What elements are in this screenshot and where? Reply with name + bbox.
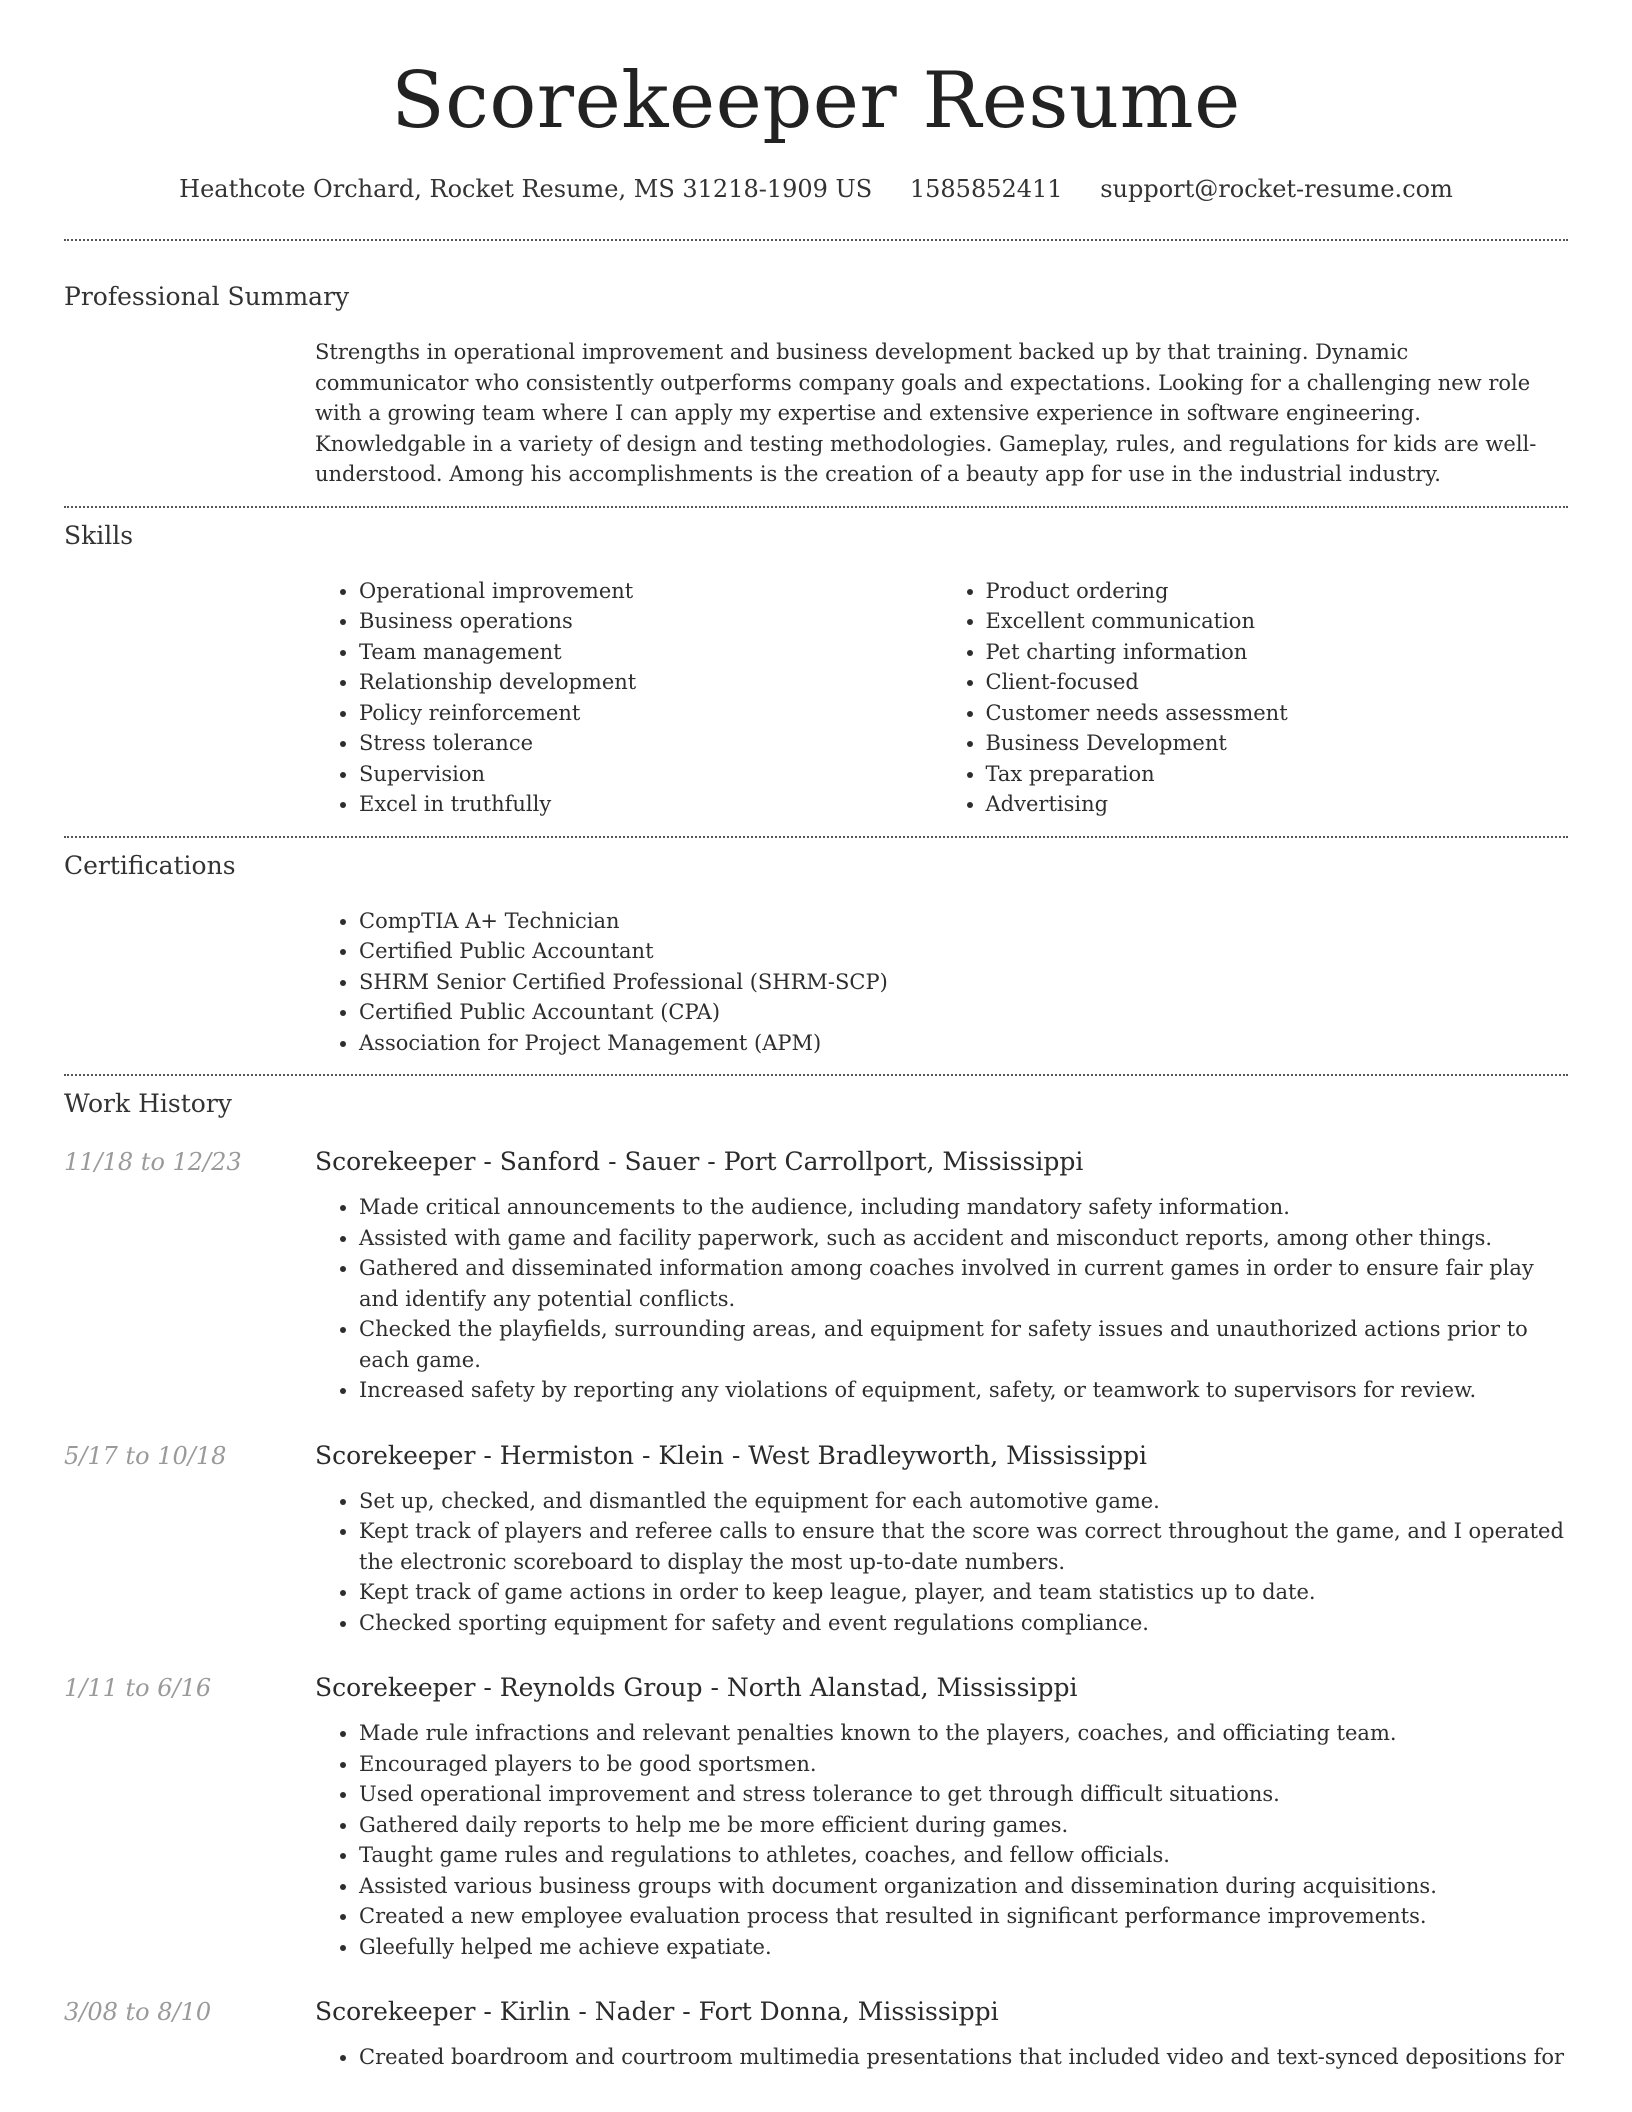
summary-text: Strengths in operational improvement and business development backed up by that training. Dynamic communicator who consistently outperforms company goals and expectations. Looking for a challenging new role with a growing team where I can apply my expertise and extensive experience in software engineering. Knowledgable in a variety of design and testing methodologies. Gameplay, rules, and regulations for kids are well-understood. Among his accomplishments is the creation of a beauty app for use in the industrial industry. bbox=[315, 340, 1537, 486]
skills-list-left bbox=[315, 576, 942, 820]
job-bullets bbox=[315, 1192, 1568, 1406]
job-bullet: • Checked sporting equipment for safety and event regulations compliance. bbox=[359, 1608, 1568, 1639]
skills-list-right bbox=[942, 576, 1569, 820]
job-bullet: • Created boardroom and courtroom multimedia presentations that included video and text-synced depositions for bbox=[359, 2042, 1568, 2073]
job-bullet: • Checked the playfields, surrounding areas, and equipment for safety issues and unauthorized actions prior to each game. bbox=[359, 1314, 1568, 1375]
job-entry bbox=[64, 1440, 1568, 1639]
job-bullet: • Assisted various business groups with document organization and dissemination during acquisitions. bbox=[359, 1871, 1568, 1902]
job-entry bbox=[64, 1146, 1568, 1406]
contact-line bbox=[64, 172, 1568, 206]
job-dates: 5/17 to 10/18 bbox=[64, 1441, 227, 1470]
job-bullet: • Gathered and disseminated information among coaches involved in current games in order to ensure fair play and identify any potential conflicts. bbox=[359, 1253, 1568, 1314]
summary-body bbox=[315, 337, 1568, 490]
divider bbox=[64, 506, 1568, 508]
job-entry bbox=[64, 1996, 1568, 2073]
contact-email: support@rocket-resume.com bbox=[1100, 175, 1453, 203]
skill-item: • Stress tolerance bbox=[359, 728, 942, 759]
job-dates: 3/08 to 8/10 bbox=[64, 1998, 212, 2026]
job-dates: 11/18 to 12/23 bbox=[64, 1148, 242, 1176]
job-bullet: • Taught game rules and regulations to athletes, coaches, and fellow officials. bbox=[359, 1840, 1568, 1871]
certifications-list bbox=[315, 906, 1568, 1059]
job-bullet: • Made critical announcements to the audience, including mandatory safety information. bbox=[359, 1192, 1568, 1223]
certification-item: • Certified Public Accountant bbox=[359, 936, 1568, 967]
job-entry bbox=[64, 1672, 1568, 1962]
skill-item: • Advertising bbox=[986, 789, 1569, 820]
skill-item: • Pet charting information bbox=[986, 637, 1569, 668]
divider bbox=[64, 1074, 1568, 1076]
contact-address: Heathcote Orchard, Rocket Resume, MS 31218-1909 US bbox=[179, 175, 873, 203]
job-bullets bbox=[315, 1486, 1568, 1639]
job-bullet: • Made rule infractions and relevant penalties known to the players, coaches, and officiating team. bbox=[359, 1718, 1568, 1749]
job-title: Scorekeeper - Sanford - Sauer - Port Carrollport, Mississippi bbox=[315, 1147, 1084, 1176]
skills-grid bbox=[315, 576, 1568, 820]
section-title-work-history: Work History bbox=[64, 1089, 232, 1118]
job-bullets bbox=[315, 2042, 1568, 2073]
section-title-skills: Skills bbox=[64, 520, 134, 550]
resume-title: Scorekeeper Resume bbox=[391, 56, 1241, 146]
job-bullet: • Increased safety by reporting any violations of equipment, safety, or teamwork to supervisors for review. bbox=[359, 1375, 1568, 1406]
certification-item: • Association for Project Management (APM) bbox=[359, 1028, 1568, 1059]
skill-item: • Business Development bbox=[986, 728, 1569, 759]
job-bullet: • Kept track of players and referee calls to ensure that the score was correct throughout the game, and I operated the electronic scoreboard to display the most up-to-date numbers. bbox=[359, 1516, 1568, 1577]
certification-item: • CompTIA A+ Technician bbox=[359, 906, 1568, 937]
skill-item: • Client-focused bbox=[986, 667, 1569, 698]
job-bullet: • Gathered daily reports to help me be more efficient during games. bbox=[359, 1810, 1568, 1841]
job-bullets bbox=[315, 1718, 1568, 1962]
divider bbox=[64, 239, 1568, 241]
job-bullet: • Encouraged players to be good sportsmen. bbox=[359, 1749, 1568, 1780]
job-bullet: • Created a new employee evaluation process that resulted in significant performance improvements. bbox=[359, 1901, 1568, 1932]
certifications-body bbox=[315, 906, 1568, 1059]
skill-item: • Customer needs assessment bbox=[986, 698, 1569, 729]
job-bullet: • Used operational improvement and stress tolerance to get through difficult situations. bbox=[359, 1779, 1568, 1810]
job-bullet: • Kept track of game actions in order to keep league, player, and team statistics up to date. bbox=[359, 1577, 1568, 1608]
skill-item: • Business operations bbox=[359, 606, 942, 637]
job-dates: 1/11 to 6/16 bbox=[64, 1674, 212, 1702]
job-bullet: • Assisted with game and facility paperwork, such as accident and misconduct reports, among other things. bbox=[359, 1223, 1568, 1254]
certification-item: • Certified Public Accountant (CPA) bbox=[359, 997, 1568, 1028]
job-title: Scorekeeper - Kirlin - Nader - Fort Donna, Mississippi bbox=[315, 1997, 999, 2026]
resume-page bbox=[64, 0, 1568, 2073]
skill-item: • Tax preparation bbox=[986, 759, 1569, 790]
skill-item: • Relationship development bbox=[359, 667, 942, 698]
certification-item: • SHRM Senior Certified Professional (SHRM-SCP) bbox=[359, 967, 1568, 998]
contact-phone: 1585852411 bbox=[909, 175, 1063, 203]
skill-item: • Supervision bbox=[359, 759, 942, 790]
job-title: Scorekeeper - Reynolds Group - North Alanstad, Mississippi bbox=[315, 1673, 1078, 1702]
divider bbox=[64, 836, 1568, 838]
section-title-summary: Professional Summary bbox=[64, 282, 350, 311]
job-bullet: • Set up, checked, and dismantled the equipment for each automotive game. bbox=[359, 1486, 1568, 1517]
skill-item: • Policy reinforcement bbox=[359, 698, 942, 729]
skill-item: • Excellent communication bbox=[986, 606, 1569, 637]
skill-item: • Operational improvement bbox=[359, 576, 942, 607]
skill-item: • Product ordering bbox=[986, 576, 1569, 607]
section-title-certifications: Certifications bbox=[64, 850, 236, 880]
skill-item: • Excel in truthfully bbox=[359, 789, 942, 820]
skill-item: • Team management bbox=[359, 637, 942, 668]
job-bullet: • Gleefully helped me achieve expatiate. bbox=[359, 1932, 1568, 1963]
job-title: Scorekeeper - Hermiston - Klein - West Bradleyworth, Mississippi bbox=[315, 1440, 1148, 1470]
